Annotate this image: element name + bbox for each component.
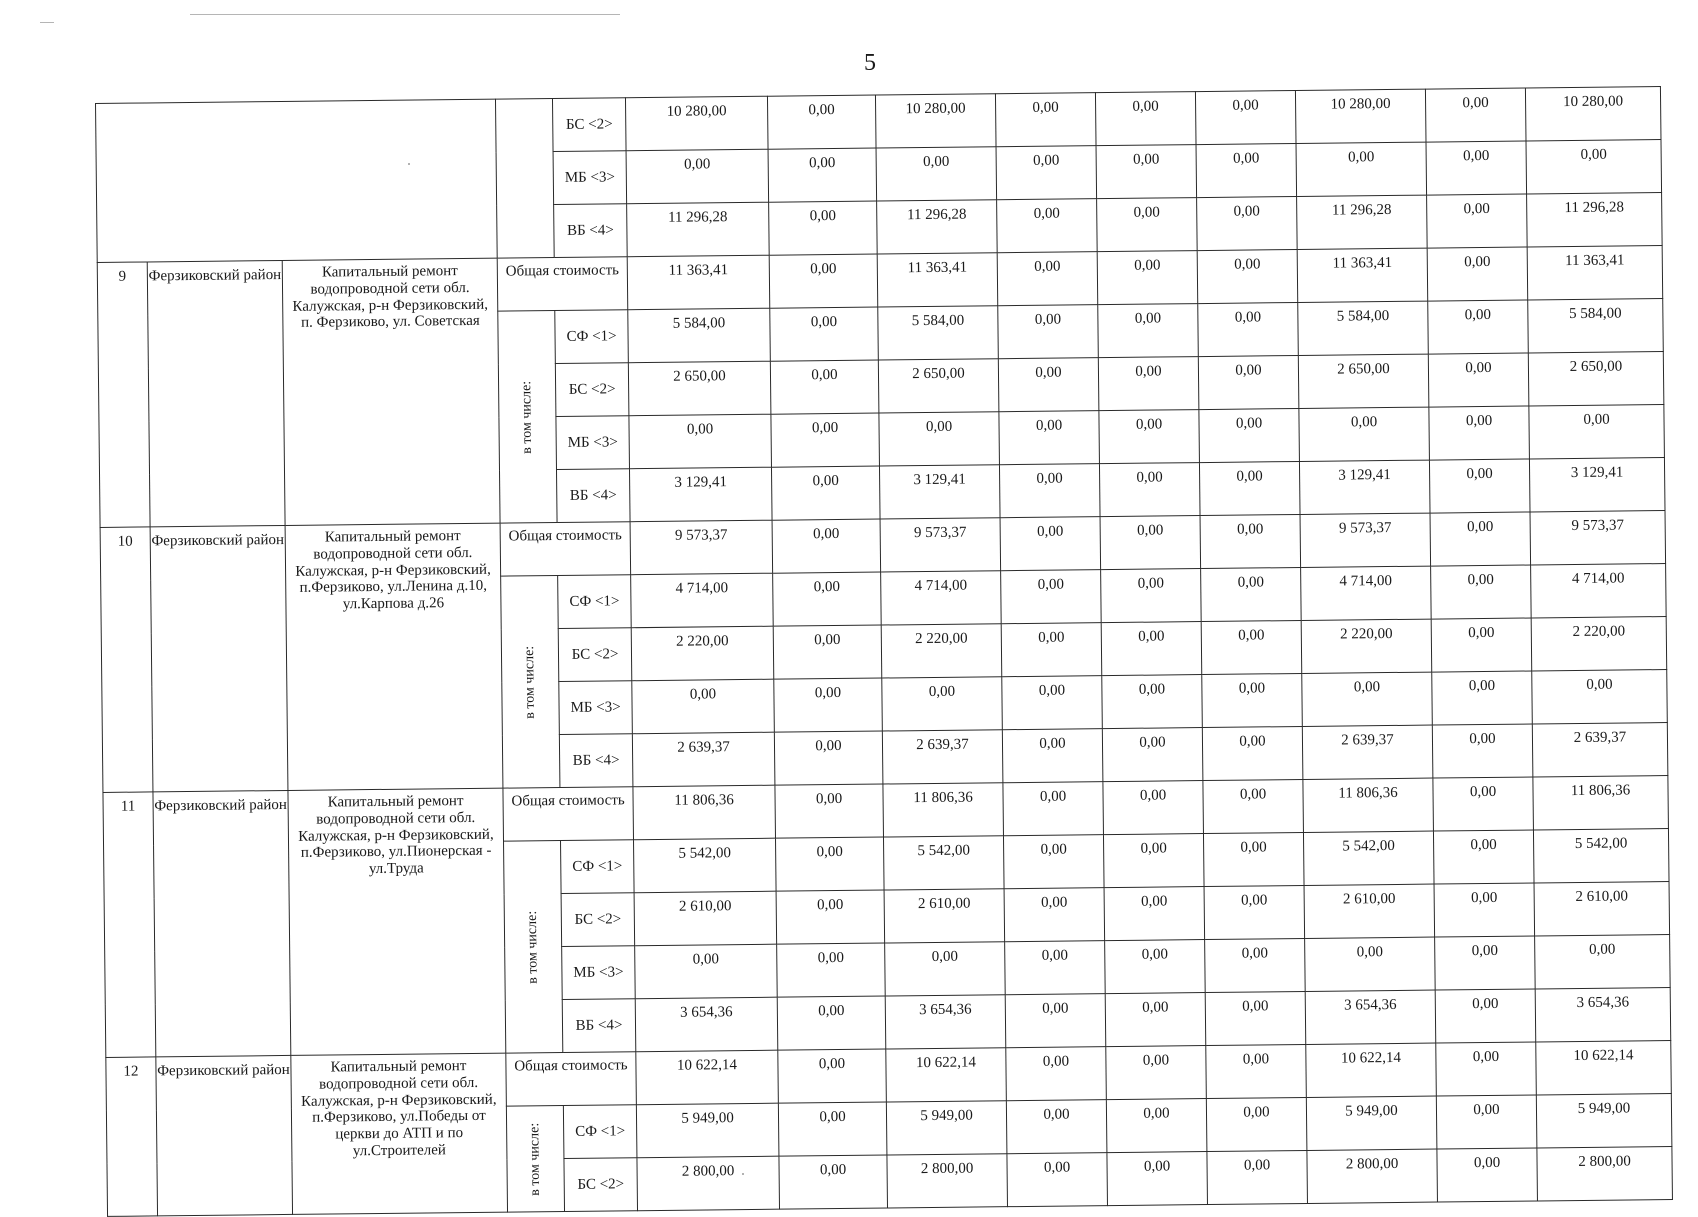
value-cell: 0,00 bbox=[1000, 517, 1101, 571]
value-cell: 9 573,37 bbox=[1530, 511, 1666, 565]
value-cell: 0,00 bbox=[1535, 935, 1671, 989]
value-cell: 3 654,36 bbox=[885, 995, 1006, 1049]
value-cell: 0,00 bbox=[768, 148, 877, 202]
value-cell: 10 622,14 bbox=[1306, 1043, 1437, 1097]
value-cell: 0,00 bbox=[629, 414, 772, 469]
budget-table-sheet bbox=[95, 86, 1672, 1217]
funding-source-label: БС <2> bbox=[552, 98, 626, 152]
value-cell: 0,00 bbox=[1435, 989, 1536, 1043]
total-cost-label: Общая стоимость bbox=[506, 1052, 637, 1106]
value-cell: 0,00 bbox=[1532, 670, 1668, 724]
value-cell: 5 949,00 bbox=[886, 1101, 1007, 1155]
value-cell: 2 639,37 bbox=[1302, 725, 1433, 779]
value-cell: 10 622,14 bbox=[1536, 1041, 1672, 1095]
value-cell: 0,00 bbox=[773, 572, 882, 626]
value-cell: 0,00 bbox=[1003, 782, 1104, 836]
value-cell: 0,00 bbox=[879, 412, 1000, 466]
value-cell: 2 650,00 bbox=[628, 361, 771, 416]
value-cell: 0,00 bbox=[1431, 618, 1532, 672]
value-cell: 0,00 bbox=[1106, 1046, 1207, 1100]
funding-source-label: СФ <1> bbox=[563, 1105, 637, 1159]
value-cell: 0,00 bbox=[1002, 676, 1103, 730]
value-cell: 0,00 bbox=[770, 307, 879, 361]
funding-source-label: ВБ <4> bbox=[562, 999, 636, 1053]
value-cell: 0,00 bbox=[882, 677, 1003, 731]
value-cell: 2 610,00 bbox=[634, 891, 777, 946]
value-cell: 0,00 bbox=[997, 252, 1098, 306]
including-label: в том числе: bbox=[524, 910, 541, 984]
value-cell: 0,00 bbox=[1433, 830, 1534, 884]
value-cell: 0,00 bbox=[1201, 620, 1302, 674]
value-cell: 0,00 bbox=[1006, 1047, 1107, 1101]
value-cell: 2 650,00 bbox=[878, 359, 999, 413]
value-cell: 0,00 bbox=[1434, 883, 1535, 937]
object-description: Капитальный ремонт водопроводной сети обл. Калужская, р-н Ферзиковский, п. Ферзиково, ул. Советская bbox=[282, 258, 500, 525]
value-cell: 11 363,41 bbox=[1297, 248, 1428, 302]
value-cell: 0,00 bbox=[1104, 887, 1205, 941]
value-cell: 2 639,37 bbox=[882, 730, 1003, 784]
value-cell: 0,00 bbox=[1205, 991, 1306, 1045]
row-number: 9 bbox=[97, 262, 150, 528]
value-cell: 0,00 bbox=[1426, 141, 1527, 195]
funding-source-label: БС <2> bbox=[558, 628, 632, 682]
funding-source-label: БС <2> bbox=[564, 1158, 638, 1212]
value-cell: 0,00 bbox=[998, 358, 1099, 412]
value-cell: 0,00 bbox=[1436, 1095, 1537, 1149]
including-label: в том числе: bbox=[519, 380, 535, 454]
including-label-cell bbox=[504, 841, 563, 1054]
value-cell: 0,00 bbox=[769, 201, 878, 255]
value-cell: 0,00 bbox=[1199, 408, 1300, 462]
table-body bbox=[96, 87, 1673, 1217]
value-cell: 0,00 bbox=[1102, 728, 1203, 782]
value-cell: 0,00 bbox=[1005, 941, 1106, 995]
value-cell: 0,00 bbox=[1431, 565, 1532, 619]
value-cell: 0,00 bbox=[774, 731, 883, 785]
total-cost-label: Общая стоимость bbox=[497, 257, 628, 311]
value-cell: 5 949,00 bbox=[1306, 1096, 1437, 1150]
value-cell: 11 363,41 bbox=[627, 255, 770, 310]
object-description: Капитальный ремонт водопроводной сети обл. Калужская, р-н Ферзиковский, п.Ферзиково, ул.Ленина д.10, ул.Карпова д.26 bbox=[285, 523, 503, 790]
scan-artifact-line bbox=[190, 14, 620, 15]
value-cell: 9 573,37 bbox=[630, 520, 773, 575]
value-cell: 0,00 bbox=[1205, 938, 1306, 992]
value-cell: 0,00 bbox=[1427, 194, 1528, 248]
value-cell: 0,00 bbox=[635, 944, 778, 999]
value-cell: 0,00 bbox=[1206, 1044, 1307, 1098]
value-cell: 11 806,36 bbox=[883, 783, 1004, 837]
value-cell: 11 806,36 bbox=[1533, 776, 1669, 830]
value-cell: 0,00 bbox=[1425, 88, 1526, 142]
value-cell: 0,00 bbox=[777, 943, 886, 997]
value-cell: 0,00 bbox=[876, 147, 997, 201]
value-cell: 0,00 bbox=[885, 942, 1006, 996]
value-cell: 5 542,00 bbox=[1533, 829, 1669, 883]
including-label-cell bbox=[506, 1105, 564, 1212]
value-cell: 0,00 bbox=[1105, 993, 1206, 1047]
value-cell: 0,00 bbox=[776, 837, 885, 891]
value-cell: 0,00 bbox=[1296, 142, 1427, 196]
value-cell: 0,00 bbox=[771, 413, 880, 467]
page-number: 5 bbox=[864, 50, 876, 76]
value-cell: 3 129,41 bbox=[630, 467, 773, 522]
value-cell: 2 650,00 bbox=[1528, 352, 1664, 406]
funding-source-label: СФ <1> bbox=[558, 575, 632, 629]
value-cell: 0,00 bbox=[1004, 888, 1105, 942]
row-number: 12 bbox=[106, 1057, 158, 1217]
value-cell: 0,00 bbox=[1198, 355, 1299, 409]
value-cell: 0,00 bbox=[1098, 357, 1199, 411]
value-cell: 0,00 bbox=[769, 254, 878, 308]
value-cell: 10 280,00 bbox=[875, 94, 996, 148]
value-cell: 10 622,14 bbox=[886, 1048, 1007, 1102]
value-cell: 2 220,00 bbox=[631, 626, 774, 681]
value-cell: 0,00 bbox=[1428, 300, 1529, 354]
value-cell: 10 280,00 bbox=[625, 96, 768, 151]
funding-source-label: СФ <1> bbox=[555, 310, 629, 364]
value-cell: 4 714,00 bbox=[631, 573, 774, 628]
row-number: 10 bbox=[100, 527, 153, 793]
value-cell: 5 949,00 bbox=[636, 1103, 779, 1158]
value-cell: 0,00 bbox=[1098, 304, 1199, 358]
funding-source-label: ВБ <4> bbox=[554, 204, 628, 258]
value-cell: 11 806,36 bbox=[1303, 778, 1434, 832]
value-cell: 5 542,00 bbox=[884, 836, 1005, 890]
value-cell: 0,00 bbox=[1002, 729, 1103, 783]
value-cell: 0,00 bbox=[1100, 516, 1201, 570]
value-cell: 0,00 bbox=[1097, 251, 1198, 305]
value-cell: 0,00 bbox=[1003, 835, 1104, 889]
value-cell: 3 654,36 bbox=[1305, 990, 1436, 1044]
value-cell: 11 363,41 bbox=[877, 253, 998, 307]
value-cell: 2 610,00 bbox=[884, 889, 1005, 943]
funding-source-label: ВБ <4> bbox=[559, 734, 633, 788]
value-cell: 0,00 bbox=[1203, 779, 1304, 833]
object-description: Капитальный ремонт водопроводной сети обл. Калужская, р-н Ферзиковский, п.Ферзиково, ул.Победы от церкви до АТП и по ул.Строителей bbox=[291, 1053, 508, 1214]
value-cell: 0,00 bbox=[1101, 622, 1202, 676]
value-cell: 4 714,00 bbox=[1301, 566, 1432, 620]
value-cell: 0,00 bbox=[773, 625, 882, 679]
including-label-cell bbox=[498, 311, 557, 524]
value-cell: 0,00 bbox=[1428, 353, 1529, 407]
value-cell: 2 639,37 bbox=[1532, 723, 1668, 777]
value-cell: 0,00 bbox=[770, 360, 879, 414]
value-cell: 5 949,00 bbox=[1536, 1094, 1672, 1148]
value-cell: 0,00 bbox=[996, 146, 1097, 200]
value-cell: 0,00 bbox=[1305, 937, 1436, 991]
value-cell: 2 610,00 bbox=[1534, 882, 1670, 936]
value-cell: 0,00 bbox=[1199, 461, 1300, 515]
value-cell: 3 654,36 bbox=[635, 997, 778, 1052]
value-cell: 0,00 bbox=[632, 679, 775, 734]
district-name: Ферзиковский район bbox=[153, 790, 291, 1056]
value-cell: 2 220,00 bbox=[1301, 619, 1432, 673]
value-cell: 0,00 bbox=[779, 1155, 888, 1209]
value-cell: 0,00 bbox=[1005, 994, 1106, 1048]
value-cell: 0,00 bbox=[1432, 671, 1533, 725]
value-cell: 10 622,14 bbox=[636, 1050, 779, 1105]
value-cell: 0,00 bbox=[1001, 623, 1102, 677]
district-name: Ферзиковский район bbox=[147, 260, 285, 526]
value-cell: 0,00 bbox=[1436, 1042, 1537, 1096]
value-cell: 11 296,28 bbox=[627, 202, 770, 257]
budget-table bbox=[95, 86, 1673, 1217]
value-cell: 11 296,28 bbox=[877, 200, 998, 254]
value-cell: 5 542,00 bbox=[634, 838, 777, 893]
value-cell: 2 639,37 bbox=[632, 732, 775, 787]
value-cell: 0,00 bbox=[1432, 724, 1533, 778]
value-cell: 0,00 bbox=[1427, 247, 1528, 301]
value-cell: 11 296,28 bbox=[1297, 195, 1428, 249]
value-cell: 0,00 bbox=[1206, 1097, 1307, 1151]
value-cell: 10 280,00 bbox=[1295, 89, 1426, 143]
value-cell: 0,00 bbox=[1006, 1100, 1107, 1154]
value-cell: 0,00 bbox=[1529, 405, 1665, 459]
value-cell: 0,00 bbox=[1103, 834, 1204, 888]
value-cell: 0,00 bbox=[1095, 92, 1196, 146]
value-cell: 11 363,41 bbox=[1527, 246, 1663, 300]
value-cell: 0,00 bbox=[1302, 672, 1433, 726]
object-description: Капитальный ремонт водопроводной сети обл. Калужская, р-н Ферзиковский, п.Ферзиково, ул.Пионерская - ул.Труда bbox=[288, 788, 506, 1055]
value-cell: 0,00 bbox=[626, 149, 769, 204]
value-cell: 5 584,00 bbox=[1298, 301, 1429, 355]
value-cell: 0,00 bbox=[1198, 302, 1299, 356]
district-name: Ферзиковский район bbox=[150, 525, 288, 791]
value-cell: 0,00 bbox=[1097, 198, 1198, 252]
value-cell: 0,00 bbox=[1007, 1153, 1108, 1207]
value-cell: 2 800,00 bbox=[637, 1156, 780, 1211]
value-cell: 2 650,00 bbox=[1298, 354, 1429, 408]
funding-source-label: СФ <1> bbox=[561, 840, 635, 894]
value-cell: 3 129,41 bbox=[1299, 460, 1430, 514]
value-cell: 0,00 bbox=[995, 93, 1096, 147]
value-cell: 0,00 bbox=[1102, 675, 1203, 729]
value-cell: 0,00 bbox=[997, 199, 1098, 253]
value-cell: 0,00 bbox=[1202, 673, 1303, 727]
value-cell: 3 654,36 bbox=[1535, 988, 1671, 1042]
value-cell: 0,00 bbox=[1207, 1150, 1308, 1204]
value-cell: 4 714,00 bbox=[881, 571, 1002, 625]
value-cell: 0,00 bbox=[1001, 570, 1102, 624]
funding-source-label: МБ <3> bbox=[556, 416, 630, 470]
value-cell: 11 296,28 bbox=[1527, 193, 1663, 247]
value-cell: 0,00 bbox=[774, 678, 883, 732]
value-cell: 3 129,41 bbox=[879, 465, 1000, 519]
value-cell: 0,00 bbox=[778, 1049, 887, 1103]
including-label-cell bbox=[501, 576, 560, 789]
value-cell: 0,00 bbox=[1299, 407, 1430, 461]
value-cell: 0,00 bbox=[1099, 410, 1200, 464]
value-cell: 0,00 bbox=[775, 784, 884, 838]
value-cell: 0,00 bbox=[1430, 512, 1531, 566]
continued-including-cell bbox=[495, 99, 554, 259]
value-cell: 2 610,00 bbox=[1304, 884, 1435, 938]
value-cell: 0,00 bbox=[1202, 726, 1303, 780]
funding-source-label: МБ <3> bbox=[559, 681, 633, 735]
value-cell: 2 800,00 bbox=[887, 1154, 1008, 1208]
value-cell: 0,00 bbox=[1435, 936, 1536, 990]
value-cell: 2 800,00 bbox=[1537, 1146, 1673, 1200]
value-cell: 0,00 bbox=[1195, 91, 1296, 145]
value-cell: 0,00 bbox=[1105, 940, 1206, 994]
value-cell: 0,00 bbox=[1200, 514, 1301, 568]
value-cell: 0,00 bbox=[1096, 145, 1197, 199]
value-cell: 0,00 bbox=[1203, 832, 1304, 886]
funding-source-label: ВБ <4> bbox=[557, 469, 631, 523]
value-cell: 5 584,00 bbox=[878, 306, 999, 360]
value-cell: 0,00 bbox=[1197, 250, 1298, 304]
value-cell: 0,00 bbox=[999, 464, 1100, 518]
continued-blank-cell bbox=[96, 99, 498, 262]
value-cell: 0,00 bbox=[1196, 144, 1297, 198]
value-cell: 0,00 bbox=[772, 519, 881, 573]
value-cell: 0,00 bbox=[1103, 781, 1204, 835]
value-cell: 5 542,00 bbox=[1303, 831, 1434, 885]
value-cell: 0,00 bbox=[1197, 197, 1298, 251]
value-cell: 0,00 bbox=[776, 890, 885, 944]
funding-source-label: БС <2> bbox=[561, 893, 635, 947]
value-cell: 4 714,00 bbox=[1531, 564, 1667, 618]
value-cell: 10 280,00 bbox=[1525, 87, 1661, 141]
value-cell: 11 806,36 bbox=[633, 785, 776, 840]
value-cell: 0,00 bbox=[1429, 406, 1530, 460]
value-cell: 0,00 bbox=[777, 996, 886, 1050]
value-cell: 5 584,00 bbox=[628, 308, 771, 363]
scan-artifact-line bbox=[40, 22, 54, 23]
total-cost-label: Общая стоимость bbox=[503, 787, 634, 841]
value-cell: 2 220,00 bbox=[1531, 617, 1667, 671]
district-name: Ферзиковский район bbox=[156, 1055, 293, 1215]
value-cell: 9 573,37 bbox=[880, 518, 1001, 572]
value-cell: 5 584,00 bbox=[1528, 299, 1664, 353]
value-cell: 0,00 bbox=[998, 305, 1099, 359]
value-cell: 0,00 bbox=[1106, 1099, 1207, 1153]
value-cell: 0,00 bbox=[1437, 1148, 1538, 1202]
value-cell: 9 573,37 bbox=[1300, 513, 1431, 567]
funding-source-label: МБ <3> bbox=[553, 151, 627, 205]
value-cell: 0,00 bbox=[778, 1102, 887, 1156]
value-cell: 0,00 bbox=[1429, 459, 1530, 513]
total-cost-label: Общая стоимость bbox=[500, 522, 631, 576]
value-cell: 0,00 bbox=[1433, 777, 1534, 831]
value-cell: 0,00 bbox=[767, 95, 876, 149]
value-cell: 0,00 bbox=[1526, 140, 1662, 194]
value-cell: 0,00 bbox=[1099, 463, 1200, 517]
including-label: в том числе: bbox=[522, 645, 538, 719]
value-cell: 0,00 bbox=[1201, 567, 1302, 621]
value-cell: 0,00 bbox=[999, 411, 1100, 465]
value-cell: 2 220,00 bbox=[881, 624, 1002, 678]
funding-source-label: МБ <3> bbox=[562, 946, 636, 1000]
including-label: в том числе: bbox=[527, 1122, 544, 1196]
value-cell: 0,00 bbox=[1107, 1152, 1208, 1206]
value-cell: 0,00 bbox=[1101, 569, 1202, 623]
row-number: 11 bbox=[103, 792, 156, 1058]
value-cell: 3 129,41 bbox=[1529, 458, 1665, 512]
funding-source-label: БС <2> bbox=[555, 363, 629, 417]
value-cell: 0,00 bbox=[1204, 885, 1305, 939]
value-cell: 0,00 bbox=[771, 466, 880, 520]
value-cell: 2 800,00 bbox=[1307, 1149, 1438, 1203]
